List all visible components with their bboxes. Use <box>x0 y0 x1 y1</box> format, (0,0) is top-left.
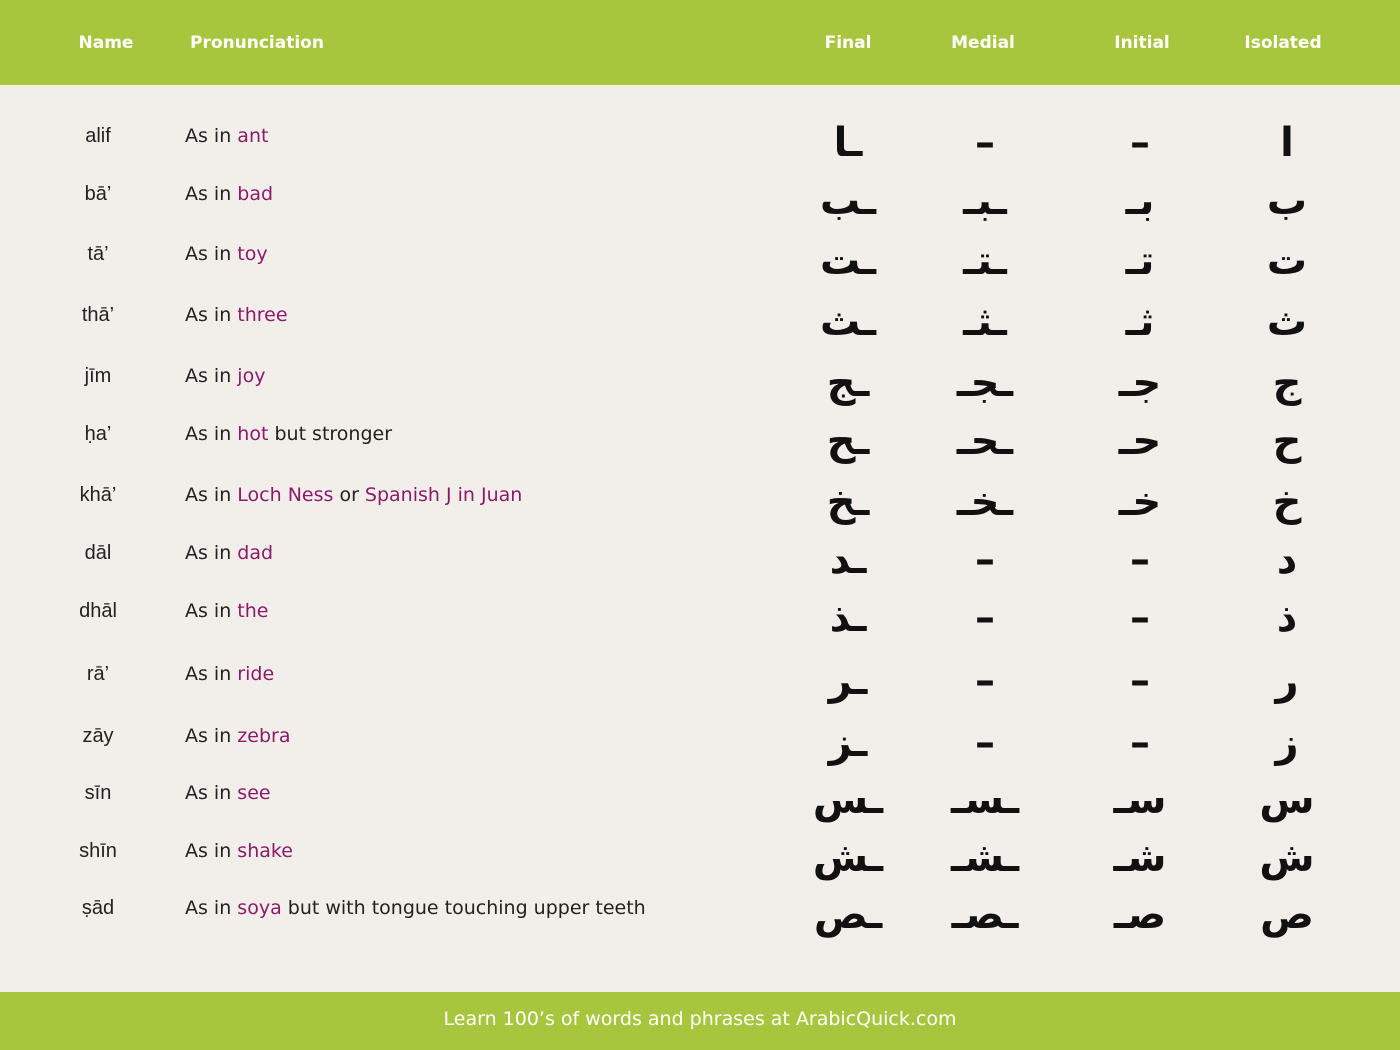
glyph-isolated: ش <box>1259 835 1315 881</box>
table-row <box>0 120 1400 183</box>
glyph-initial: صـ <box>1113 892 1167 938</box>
header-name: Name <box>78 33 134 53</box>
glyph-medial: – <box>975 537 995 583</box>
glyph-final: ـب <box>819 178 877 224</box>
glyph-final: ـد <box>829 537 867 583</box>
letter-name: thā’ <box>81 304 115 326</box>
pronunciation-segment: As in <box>185 782 238 804</box>
glyph-isolated: ج <box>1272 360 1302 406</box>
pronunciation-segment: As in <box>185 484 238 506</box>
header-medial: Medial <box>951 33 1015 53</box>
letter-name: khā’ <box>79 484 117 506</box>
pronunciation-segment: As in <box>185 840 238 862</box>
glyph-isolated: ر <box>1275 658 1299 704</box>
glyph-initial: – <box>1130 120 1150 166</box>
glyph-final: ـج <box>826 360 870 406</box>
glyph-medial: – <box>975 595 995 641</box>
letter-name: alif <box>85 125 111 147</box>
pronunciation-text <box>185 243 268 265</box>
glyph-initial: – <box>1130 720 1150 766</box>
glyph-medial: – <box>975 720 995 766</box>
pronunciation-segment: As in <box>185 183 238 205</box>
letter-name: rā’ <box>86 663 110 685</box>
glyph-final: ـص <box>813 892 883 938</box>
letter-name: ḥa’ <box>84 423 112 445</box>
pronunciation-segment: or <box>333 484 365 506</box>
glyph-isolated: س <box>1259 777 1315 823</box>
pronunciation-segment: As in <box>185 600 238 622</box>
table-row <box>0 238 1400 301</box>
footer-text[interactable]: Learn 100’s of words and phrases at ArabicQuick.com <box>443 1008 957 1030</box>
pronunciation-segment: As in <box>185 243 238 265</box>
glyph-medial: ـحـ <box>956 418 1014 464</box>
glyph-isolated: ا <box>1280 120 1294 166</box>
table-row <box>0 178 1400 241</box>
pronunciation-text <box>185 897 646 919</box>
letter-name: ṣād <box>81 897 115 919</box>
pronunciation-example: toy <box>237 243 268 265</box>
glyph-final: ـر <box>828 658 868 704</box>
header-isolated: Isolated <box>1244 33 1322 53</box>
table-row <box>0 299 1400 362</box>
glyph-isolated: د <box>1276 537 1298 583</box>
glyph-initial: – <box>1130 537 1150 583</box>
glyph-isolated: ص <box>1260 892 1314 938</box>
pronunciation-text <box>185 663 274 685</box>
pronunciation-example: see <box>237 782 271 804</box>
glyph-isolated: ث <box>1266 299 1308 345</box>
pronunciation-example: hot <box>237 423 269 445</box>
table-row <box>0 892 1400 955</box>
pronunciation-example: joy <box>237 365 266 387</box>
pronunciation-example: dad <box>237 542 274 564</box>
glyph-final: ـح <box>826 418 870 464</box>
glyph-initial: تـ <box>1125 238 1155 284</box>
pronunciation-segment: As in <box>185 365 238 387</box>
glyph-final: ـذ <box>829 595 867 641</box>
pronunciation-text <box>185 840 293 862</box>
table-row <box>0 537 1400 600</box>
footer-bar <box>0 992 1400 1050</box>
table-row <box>0 360 1400 423</box>
letter-name: sīn <box>84 782 112 804</box>
pronunciation-segment: but stronger <box>268 423 393 445</box>
pronunciation-text <box>185 304 288 326</box>
letter-name: jīm <box>84 365 112 387</box>
glyph-medial: ـثـ <box>963 299 1007 345</box>
glyph-medial: ـجـ <box>956 360 1014 406</box>
pronunciation-segment: As in <box>185 663 238 685</box>
glyph-medial: ـشـ <box>950 835 1020 881</box>
glyph-medial: ـصـ <box>951 892 1019 938</box>
pronunciation-segment: As in <box>185 542 238 564</box>
table-row <box>0 835 1400 898</box>
glyph-medial: – <box>975 120 995 166</box>
table-header <box>0 0 1400 85</box>
glyph-isolated: خ <box>1272 479 1302 525</box>
glyph-isolated: ب <box>1266 178 1308 224</box>
pronunciation-segment: but with tongue touching upper teeth <box>281 897 646 919</box>
glyph-initial: شـ <box>1113 835 1167 881</box>
glyph-medial: ـبـ <box>963 178 1007 224</box>
pronunciation-text <box>185 423 392 445</box>
pronunciation-example: bad <box>237 183 274 205</box>
pronunciation-text <box>185 725 290 747</box>
letter-name: tā’ <box>87 243 109 265</box>
letter-name: dāl <box>84 542 112 564</box>
table-row <box>0 418 1400 481</box>
pronunciation-text <box>185 484 522 506</box>
pronunciation-segment: As in <box>185 125 238 147</box>
pronunciation-example: zebra <box>237 725 291 747</box>
pronunciation-text <box>185 600 268 622</box>
pronunciation-example: Spanish J in Juan <box>364 484 523 506</box>
glyph-medial: ـسـ <box>950 777 1020 823</box>
table-row <box>0 720 1400 783</box>
letter-name: dhāl <box>79 600 117 622</box>
glyph-isolated: ح <box>1272 418 1302 464</box>
glyph-isolated: ت <box>1266 238 1308 284</box>
pronunciation-text <box>185 782 271 804</box>
pronunciation-segment: As in <box>185 897 238 919</box>
header-pronunciation: Pronunciation <box>190 33 324 53</box>
glyph-final: ـز <box>828 720 868 766</box>
pronunciation-example: Loch Ness <box>237 484 334 506</box>
pronunciation-segment: As in <box>185 725 238 747</box>
header-final: Final <box>824 33 872 53</box>
pronunciation-example: soya <box>237 897 282 919</box>
pronunciation-text <box>185 183 273 205</box>
letter-name: shīn <box>79 840 117 862</box>
glyph-final: ـخ <box>826 479 870 525</box>
glyph-final: ـا <box>833 120 863 166</box>
table-row <box>0 777 1400 840</box>
pronunciation-example: three <box>237 304 288 326</box>
table-row <box>0 479 1400 542</box>
pronunciation-segment: As in <box>185 304 238 326</box>
glyph-final: ـش <box>812 835 884 881</box>
pronunciation-segment: As in <box>185 423 238 445</box>
glyph-final: ـث <box>819 299 877 345</box>
glyph-final: ـت <box>819 238 877 284</box>
glyph-isolated: ز <box>1275 720 1299 766</box>
pronunciation-example: the <box>237 600 269 622</box>
glyph-initial: – <box>1130 658 1150 704</box>
glyph-initial: جـ <box>1118 360 1162 406</box>
glyph-initial: – <box>1130 595 1150 641</box>
glyph-initial: سـ <box>1113 777 1167 823</box>
pronunciation-text <box>185 125 268 147</box>
pronunciation-example: ride <box>237 663 275 685</box>
glyph-initial: بـ <box>1125 178 1155 224</box>
glyph-medial: ـخـ <box>956 479 1014 525</box>
table-row <box>0 595 1400 658</box>
glyph-medial: ـتـ <box>963 238 1007 284</box>
header-initial: Initial <box>1114 33 1170 53</box>
pronunciation-text <box>185 542 273 564</box>
glyph-medial: – <box>975 658 995 704</box>
letter-name: bā’ <box>84 183 112 205</box>
pronunciation-example: ant <box>237 125 269 147</box>
glyph-initial: حـ <box>1118 418 1162 464</box>
pronunciation-example: shake <box>237 840 293 862</box>
glyph-isolated: ذ <box>1276 595 1298 641</box>
pronunciation-text <box>185 365 265 387</box>
letter-name: zāy <box>82 725 114 747</box>
glyph-initial: ثـ <box>1125 299 1155 345</box>
glyph-final: ـس <box>812 777 884 823</box>
glyph-initial: خـ <box>1118 479 1162 525</box>
table-row <box>0 658 1400 721</box>
